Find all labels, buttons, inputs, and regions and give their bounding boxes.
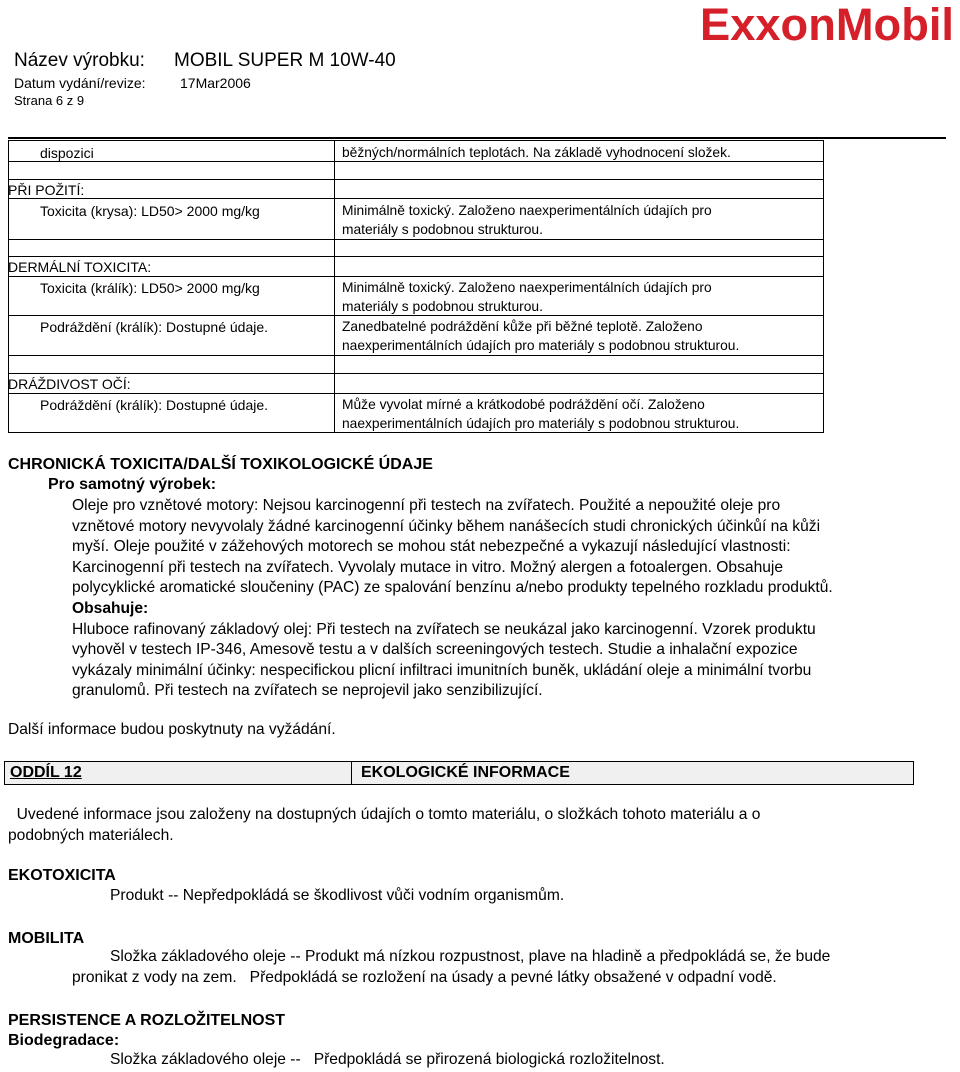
dermal-left-2: Podráždění (králík): Dostupné údaje. <box>40 319 269 335</box>
section-12-intro <box>8 805 760 846</box>
section-bar-divider <box>351 762 352 784</box>
ecotox-heading: EKOTOXICITA <box>8 867 116 884</box>
chronic-heading: CHRONICKÁ TOXICITA/DALŠÍ TOXIKOLOGICKÉ ÚDAJE <box>8 456 433 473</box>
product-label: Název výrobku: <box>14 50 145 71</box>
ecotox-text: Produkt -- Nepředpokládá se škodlivost vůči vodním organismům. <box>110 887 565 904</box>
chronic-line: vznětové motory nevyvolaly žádné karcinogenní účinky během nanášecích studi chronických účinkůí na kůži <box>72 517 821 535</box>
eye-right-1: Může vyvolat mírné a krátkodobé podráždění očí. Založeno <box>342 397 705 412</box>
ingestion-right-2: materiály s podobnou strukturou. <box>342 222 543 237</box>
dermal-left-1: Toxicita (králík): LD50> 2000 mg/kg <box>40 280 260 296</box>
chronic-subheading: Pro samotný výrobek: <box>48 476 217 493</box>
date-label: Datum vydání/revize: <box>14 75 146 91</box>
dermal-right-2b: naexperimentálních údajích pro materiály s podobnou strukturou. <box>342 338 740 353</box>
chronic-line: Oleje pro vznětové motory: Nejsou karcinogenní při testech na zvířatech. Použité a nepoužité oleje pro <box>72 497 781 514</box>
contains-line: vykázaly minimální účinky: nespecifickou plicní infiltraci imunitních buněk, ukládání oleje a minimální tvorbu <box>72 661 812 679</box>
section-12-bar <box>4 761 914 785</box>
mobility-heading: MOBILITA <box>8 930 85 947</box>
ingestion-heading: PŘI POŽITÍ: <box>8 182 85 198</box>
revision-date-line <box>14 75 251 91</box>
dermal-heading: DERMÁLNÍ TOXICITA: <box>8 259 152 275</box>
exxonmobil-logo <box>700 0 956 52</box>
persistence-heading: PERSISTENCE A ROZLOŽITELNOST <box>8 1012 286 1029</box>
contains-line: vyhověl v testech IP-346, Amesově testu a v dalších screeningových testech. Studie a inhalační expozice <box>72 641 798 659</box>
more-info: Další informace budou poskytnuty na vyžádání. <box>8 721 336 738</box>
product-name-line <box>14 50 396 72</box>
chronic-line: Karcinogenní při testech na zvířatech. Vyvolaly mutace in vitro. Možný alergen a fotoalergen. Obsahuje <box>72 558 784 576</box>
section-number: ODDÍL 12 <box>10 764 82 781</box>
ingestion-left: Toxicita (krysa): LD50> 2000 mg/kg <box>40 203 260 219</box>
eye-left: Podráždění (králík): Dostupné údaje. <box>40 397 269 413</box>
section-title: EKOLOGICKÉ INFORMACE <box>361 764 570 781</box>
mobility-line-2: pronikat z vody na zem. Předpokládá se rozložení na úsady a pevné látky obsažené v odpadní vodě. <box>72 969 777 986</box>
cell-dispozici: dispozici <box>40 145 94 161</box>
chronic-paragraph <box>72 496 833 702</box>
biodegradation-text: Složka základového oleje -- Předpokládá se přirozená biologická rozložitelnost. <box>110 1051 665 1068</box>
mobility-line-1: Složka základového oleje -- Produkt má nízkou rozpustnost, plave na hladině a předpokládá se, že bude <box>110 948 831 965</box>
contains-label: Obsahuje: <box>72 599 149 617</box>
logo-wordmark: ExxonMobil <box>700 0 954 50</box>
dermal-right-2a: Zanedbatelné podráždění kůže při běžné teplotě. Založeno <box>342 319 703 334</box>
biodegradation-label: Biodegradace: <box>8 1032 120 1049</box>
contains-line: Hluboce rafinovaný základový olej: Při testech na zvířatech se neukázal jako karcinogenní. Vzorek produktu <box>72 620 816 638</box>
chronic-line: polycyklické aromatické sloučeniny (PAC) ze spalování benzínu a/nebo produkty tepelného rozkladu produktů. <box>72 579 833 597</box>
date-value: 17Mar2006 <box>180 75 251 91</box>
header-rule <box>8 137 946 139</box>
eye-right-2: naexperimentálních údajích pro materiály s podobnou strukturou. <box>342 416 740 431</box>
ingestion-right-1: Minimálně toxický. Založeno naexperimentálních údajích pro <box>342 203 712 218</box>
chronic-line: myší. Oleje použité v zážehových motorech se mohou stát nebezpečné a vykazují následující vlastnosti: <box>72 538 791 556</box>
dermal-right-1a: Minimálně toxický. Založeno naexperimentálních údajích pro <box>342 280 712 295</box>
dermal-right-1b: materiály s podobnou strukturou. <box>342 299 543 314</box>
cell-row0-right: běžných/normálních teplotách. Na základě vyhodnocení složek. <box>342 145 731 160</box>
intro-line: podobných materiálech. <box>8 826 174 844</box>
toxicity-table <box>8 140 824 433</box>
intro-line: Uvedené informace jsou založeny na dostupných údajích o tomto materiálu, o složkách tohoto materiálu a o <box>8 806 761 823</box>
page-number: Strana 6 z 9 <box>14 93 85 108</box>
contains-line: granulomů. Při testech na zvířatech se neprojevil jako senzibilizující. <box>72 682 543 700</box>
eye-heading: DRÁŽDIVOST OČÍ: <box>8 376 131 392</box>
product-name: MOBIL SUPER M 10W-40 <box>174 50 396 71</box>
